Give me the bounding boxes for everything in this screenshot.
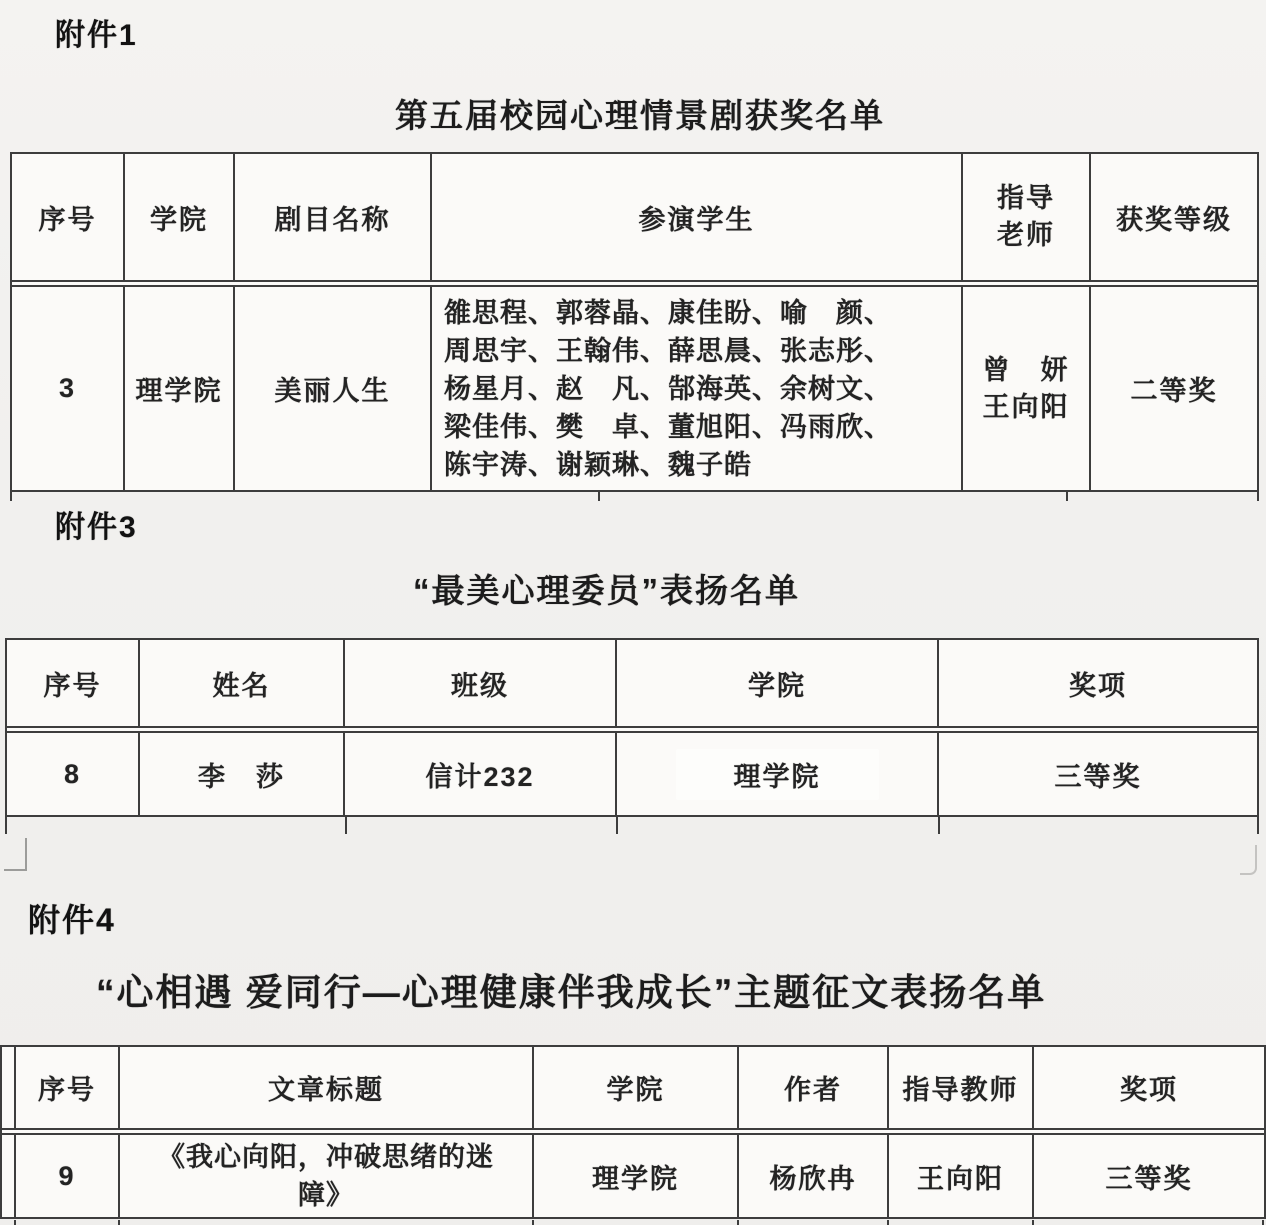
table-edge-stub xyxy=(10,492,12,501)
col-header-title: 文章标题 xyxy=(120,1047,534,1128)
teacher-line-2: 王向阳 xyxy=(982,391,1070,422)
attachment3-title: “最美心理委员”表扬名单 xyxy=(413,572,800,609)
table-header-row xyxy=(2,1047,1264,1130)
table-edge-stub xyxy=(345,817,347,834)
table-edge-stub xyxy=(887,1220,889,1225)
students-line-1: 雒思程、郭蓉晶、康佳盼、喻 颜、 xyxy=(444,297,892,328)
table-edge-stub xyxy=(14,1220,16,1225)
students-line-5: 陈宇涛、谢颖琳、魏子皓 xyxy=(444,449,752,480)
cell-no: 3 xyxy=(12,287,125,490)
attachment4-title: “心相遇 爱同行—心理健康伴我成长”主题征文表扬名单 xyxy=(96,972,1047,1013)
table-edge-stub xyxy=(118,1220,120,1225)
table-edge-stub xyxy=(1032,1220,1034,1225)
cell-award: 二等奖 xyxy=(1130,376,1218,406)
cell-award: 三等奖 xyxy=(1054,761,1142,792)
table-header-row xyxy=(7,640,1257,728)
cell-edge xyxy=(2,1135,16,1217)
teacher-line-1: 曾 妍 xyxy=(982,354,1070,385)
awards-table-drama xyxy=(10,152,1259,492)
table-header-row xyxy=(12,154,1257,282)
students-line-3: 杨星月、赵 凡、郜海英、余树文、 xyxy=(444,373,892,404)
col-header-teacher xyxy=(963,154,1091,280)
cell-students xyxy=(432,287,963,490)
cell-teacher: 王向阳 xyxy=(889,1135,1034,1217)
col-header-teacher-line1: 指导 xyxy=(997,183,1055,213)
cell-college xyxy=(617,733,939,815)
cell-essay-title xyxy=(120,1135,534,1217)
col-header-college: 学院 xyxy=(534,1047,739,1128)
col-header-teacher: 指导教师 xyxy=(889,1047,1034,1128)
cell-name: 李 莎 xyxy=(140,733,345,815)
table-edge-stub xyxy=(598,492,600,501)
table-edge-stub xyxy=(1262,1220,1264,1225)
attachment1-heading: 附件1 xyxy=(55,19,138,52)
cell-class: 信计232 xyxy=(345,733,617,815)
table-edge-stub xyxy=(1257,492,1259,501)
students-line-4: 梁佳伟、樊 卓、董旭阳、冯雨欣、 xyxy=(444,411,892,442)
col-header-award: 奖项 xyxy=(1120,1075,1178,1105)
col-header-students: 参演学生 xyxy=(432,154,963,280)
cell-college: 理学院 xyxy=(534,1135,739,1217)
col-header-no: 序号 xyxy=(12,154,125,280)
table-edge-stub xyxy=(1257,817,1259,834)
students-line-2: 周思宇、王翰伟、薛思晨、张志彤、 xyxy=(444,335,892,366)
col-header-play: 剧目名称 xyxy=(235,154,432,280)
col-header-class: 班级 xyxy=(345,640,617,726)
awards-table-essay xyxy=(0,1045,1266,1219)
attachment3-heading: 附件3 xyxy=(55,511,138,544)
table-edge-stub xyxy=(616,817,618,834)
table-row xyxy=(2,1133,1264,1217)
cell-award: 三等奖 xyxy=(1105,1163,1193,1194)
cell-no: 9 xyxy=(16,1135,120,1217)
cell-no: 8 xyxy=(7,733,140,815)
essay-title-line1: 《我心向阳，冲破思绪的迷 xyxy=(158,1142,494,1172)
col-header-no: 序号 xyxy=(16,1047,120,1128)
table-edge-stub xyxy=(1066,492,1068,501)
table-row xyxy=(12,285,1257,490)
page-margin-mark-right xyxy=(1240,845,1257,875)
attachment4-heading: 附件4 xyxy=(28,902,116,938)
table-edge-stub xyxy=(737,1220,739,1225)
col-header-teacher-line2: 老师 xyxy=(997,220,1055,250)
cell-teacher xyxy=(963,287,1091,490)
col-header-award: 奖项 xyxy=(1069,670,1127,701)
col-header-author: 作者 xyxy=(739,1047,889,1128)
cell-college-text: 理学院 xyxy=(676,749,879,800)
col-header-no: 序号 xyxy=(7,640,140,726)
col-header-name: 姓名 xyxy=(140,640,345,726)
table-edge-stub xyxy=(938,817,940,834)
col-header-award: 获奖等级 xyxy=(1116,204,1232,235)
cell-author: 杨欣冉 xyxy=(739,1135,889,1217)
essay-title-line2: 障》 xyxy=(298,1180,354,1210)
attachment1-title: 第五届校园心理情景剧获奖名单 xyxy=(395,97,885,134)
awards-table-committee xyxy=(5,638,1259,817)
table-row xyxy=(7,731,1257,815)
col-header-college: 学院 xyxy=(125,154,235,280)
cell-college: 理学院 xyxy=(125,287,235,490)
col-header-edge xyxy=(2,1047,16,1128)
col-header-college: 学院 xyxy=(617,640,939,726)
table-edge-stub xyxy=(532,1220,534,1225)
page-margin-mark-left xyxy=(4,838,27,871)
table-edge-stub xyxy=(5,817,7,834)
cell-play: 美丽人生 xyxy=(235,287,432,490)
